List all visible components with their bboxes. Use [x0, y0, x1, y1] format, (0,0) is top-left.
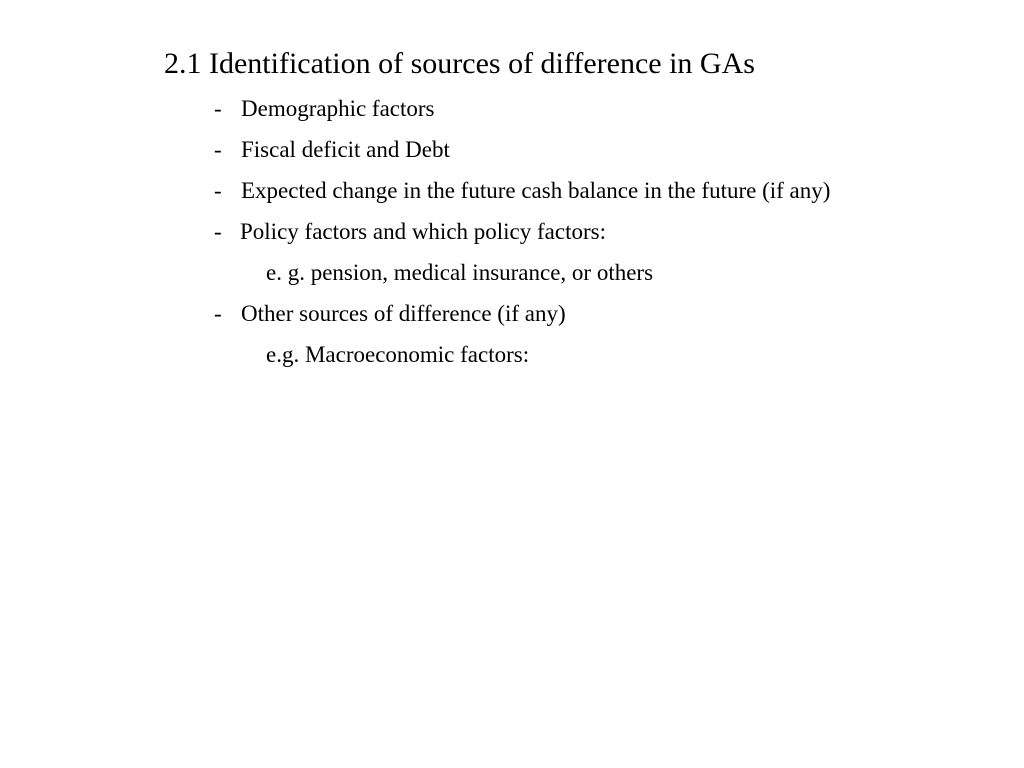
bullet-dash: - [214, 219, 222, 244]
bullet-dash: - [214, 96, 222, 121]
bullet-item-cash-balance: Expected change in the future cash balance in the future (if any) [241, 178, 831, 203]
sub-item-policy-example: e. g. pension, medical insurance, or others [266, 260, 654, 285]
bullet-dash: - [214, 301, 222, 326]
bullet-dash: - [214, 178, 222, 203]
bullet-dash: - [214, 137, 222, 162]
bullet-item-fiscal: Fiscal deficit and Debt [241, 137, 450, 162]
bullet-item-demographic: Demographic factors [241, 96, 435, 121]
slide-heading: 2.1 Identification of sources of difference in GAs [164, 47, 755, 80]
bullet-item-policy: Policy factors and which policy factors: [240, 219, 606, 244]
sub-item-macro-example: e.g. Macroeconomic factors: [266, 342, 530, 367]
bullet-item-other-sources: Other sources of difference (if any) [241, 301, 566, 326]
